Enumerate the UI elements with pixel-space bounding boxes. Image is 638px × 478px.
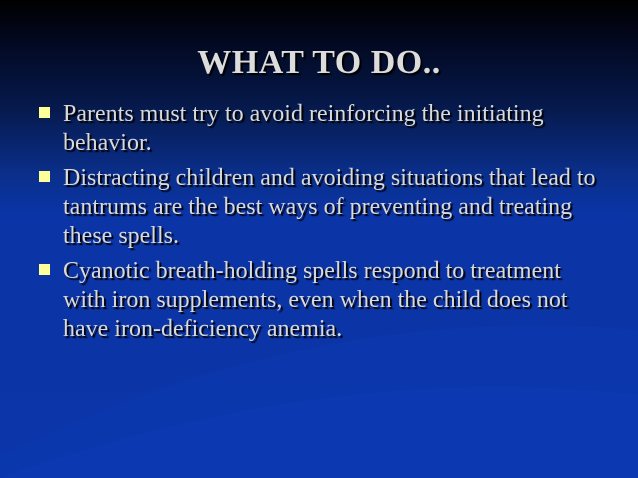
bullet-text: Cyanotic breath-holding spells respond to treatment with iron supplements, even when the child does not have iron-deficiency anemia. (63, 258, 568, 342)
bullet-text: Parents must try to avoid reinforcing the initiating behavior. (63, 101, 544, 156)
slide-title: WHAT TO DO.. (197, 44, 441, 81)
bullet-list (38, 100, 608, 350)
square-bullet-icon (39, 264, 50, 275)
bullet-item (38, 257, 608, 344)
square-bullet-icon (39, 107, 50, 118)
square-bullet-icon (39, 171, 50, 182)
bullet-item (38, 100, 608, 158)
bullet-text: Distracting children and avoiding situations that lead to tantrums are the best ways of preventing and treating these spells. (63, 165, 596, 249)
bullet-item (38, 164, 608, 251)
